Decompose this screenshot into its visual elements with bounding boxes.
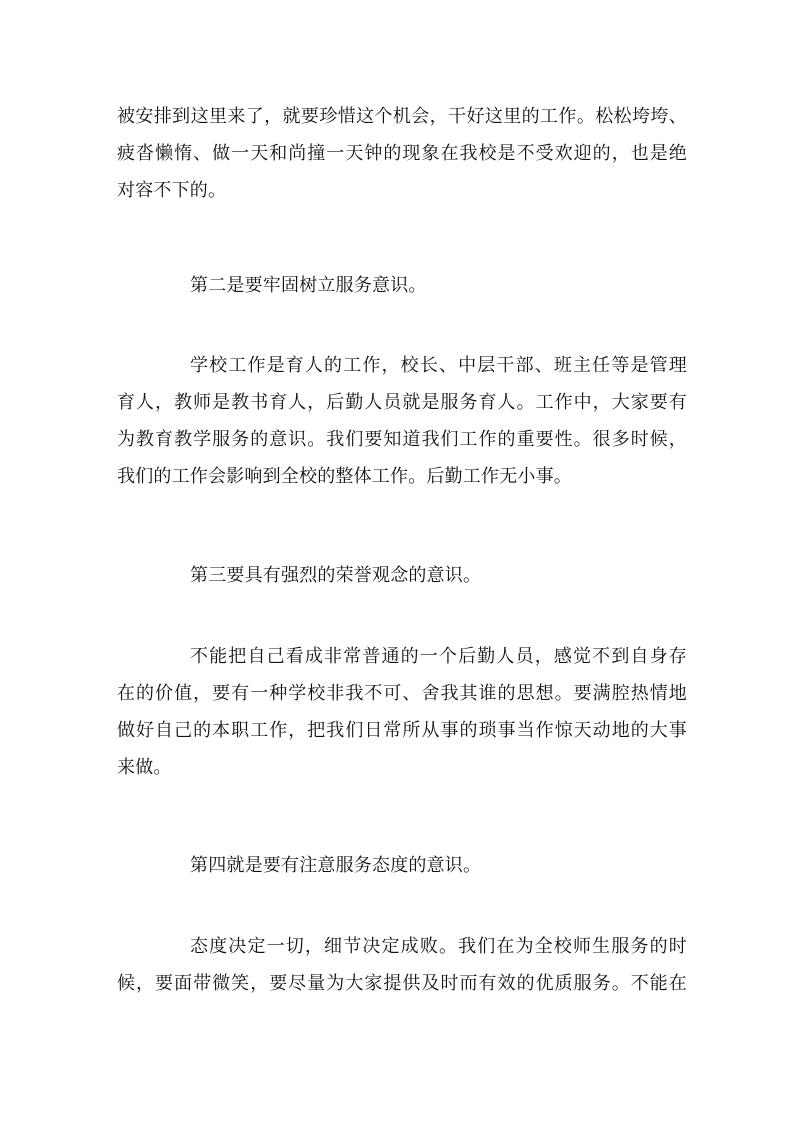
paragraph-line: 不能把自己看成非常普通的一个后勤人员，感觉不到自身存 [190,646,687,667]
paragraph-line: 疲沓懒惰、做一天和尚撞一天钟的现象在我校是不受欢迎的，也是绝 [117,143,687,164]
section-heading-4 [117,847,687,884]
paragraph-continuation [117,98,687,209]
paragraph-line: 第三要具有强烈的荣誉观念的意识。 [190,565,482,586]
paragraph-line: 被安排到这里来了，就要珍惜这个机会，干好这里的工作。松松垮垮、 [117,106,687,127]
paragraph-line: 我们的工作会影响到全校的整体工作。后勤工作无小事。 [117,466,572,487]
paragraph-service-education [117,347,687,495]
paragraph-line: 学校工作是育人的工作，校长、中层干部、班主任等是管理 [190,355,687,376]
paragraph-line: 对容不下的。 [117,180,227,201]
section-heading-2 [117,267,687,304]
paragraph-honor [117,638,687,786]
paragraph-line: 来做。 [117,757,172,778]
section-heading-3 [117,557,687,594]
paragraph-attitude [117,928,687,1002]
paragraph-line: 候，要面带微笑，要尽量为大家提供及时而有效的优质服务。不能在 [117,973,687,994]
paragraph-line: 做好自己的本职工作，把我们日常所从事的琐事当作惊天动地的大事 [117,720,687,741]
paragraph-line: 态度决定一切，细节决定成败。我们在为全校师生服务的时 [190,936,687,957]
paragraph-line: 在的价值，要有一种学校非我不可、舍我其谁的思想。要满腔热情地 [117,683,687,704]
paragraph-line: 第二是要牢固树立服务意识。 [190,275,427,296]
paragraph-line: 第四就是要有注意服务态度的意识。 [190,855,482,876]
paragraph-line: 育人，教师是教书育人，后勤人员就是服务育人。工作中，大家要有 [117,392,687,413]
paragraph-line: 为教育教学服务的意识。我们要知道我们工作的重要性。很多时候， [117,429,687,450]
